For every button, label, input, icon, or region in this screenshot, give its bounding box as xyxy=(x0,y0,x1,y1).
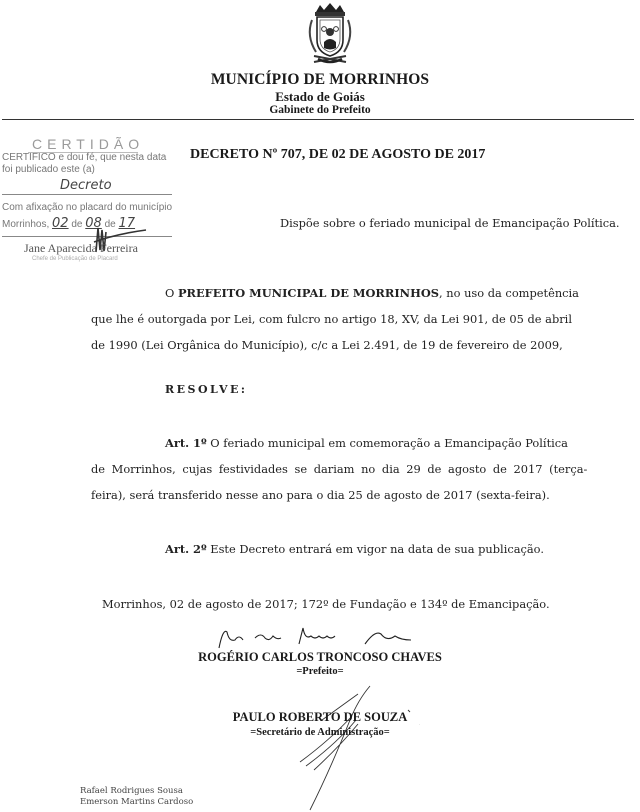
stamp-month: 08 xyxy=(85,216,102,231)
resolve-heading: RESOLVE: xyxy=(165,383,248,396)
secretary-signature-icon xyxy=(240,680,420,812)
decree-summary: Dispõe sobre o feriado municipal de Emancipação Política. xyxy=(280,216,620,230)
preamble-line-2: que lhe é outorgada por Lei, com fulcro no artigo 18, XV, da Lei 901, de 05 de abril xyxy=(91,312,572,326)
preamble-line-1-rest: , no uso da competência xyxy=(439,286,579,300)
secretary-name: PAULO ROBERTO DE SOUZA xyxy=(232,710,408,724)
preamble-line-1 xyxy=(165,286,579,300)
article-2-line-1 xyxy=(165,542,544,556)
mayor-name: ROGÉRIO CARLOS TRONCOSO CHAVES xyxy=(198,650,442,664)
office-subtitle: Gabinete do Prefeito xyxy=(269,104,371,116)
decree-title: DECRETO Nº 707, DE 02 DE AGOSTO DE 2017 xyxy=(190,147,486,162)
stamp-de-2: de xyxy=(104,219,116,230)
stamp-signer-name: Jane Aparecida Ferreira xyxy=(24,241,138,255)
stamp-handwritten-document: Decreto xyxy=(60,178,112,193)
municipal-coat-of-arms-icon xyxy=(302,2,358,66)
stamp-day: 02 xyxy=(52,216,69,231)
place-and-date: Morrinhos, 02 de agosto de 2017; 172º de Fundação e 134º de Emancipação. xyxy=(102,597,550,611)
staff-member: Rafael Rodrigues Sousa xyxy=(80,786,183,796)
article-1-line-1 xyxy=(165,436,568,450)
article-1-text-1: O feriado municipal em comemoração a Emancipação Política xyxy=(206,436,568,450)
article-2-text-1: Este Decreto entrará em vigor na data de sua publicação. xyxy=(206,542,544,556)
stamp-signer-role: Chefe de Publicação de Placard xyxy=(32,256,118,262)
municipality-title: MUNICÍPIO DE MORRINHOS xyxy=(210,71,430,88)
mayor-role: =Prefeito= xyxy=(296,666,344,677)
stamp-place: Morrinhos, xyxy=(2,219,50,230)
article-1-line-3: feira), será transferido nesse ano para o dia 25 de agosto de 2017 (sexta-feira). xyxy=(91,488,550,502)
stamp-line-1: CERTIFICO e dou fé, que nesta data xyxy=(2,152,167,163)
stamp-year: 17 xyxy=(118,216,136,231)
stamp-de-1: de xyxy=(71,219,83,230)
preamble-intro: O xyxy=(165,286,178,300)
stamp-doc-line xyxy=(2,194,172,195)
article-1-label: Art. 1º xyxy=(165,436,207,450)
staff-member: Emerson Martins Cardoso xyxy=(80,797,194,807)
state-subtitle: Estado de Goiás xyxy=(275,89,365,104)
preamble-authority: PREFEITO MUNICIPAL DE MORRINHOS xyxy=(177,286,440,300)
mayor-signature-icon xyxy=(215,622,425,652)
secretary-role: =Secretário de Administração= xyxy=(250,727,390,738)
stamp-title: CERTIDÃO xyxy=(32,136,145,152)
stamp-line-3: Com afixação no placard do município xyxy=(2,202,173,213)
stamp-line-2: foi publicado este (a) xyxy=(2,164,95,175)
article-2-label: Art. 2º xyxy=(165,542,207,556)
staff-list xyxy=(80,786,193,808)
header-divider xyxy=(2,119,634,120)
article-1-line-2: de Morrinhos, cujas festividades se dariam no dia 29 de agosto de 2017 (terça- xyxy=(91,462,588,476)
preamble-line-3: de 1990 (Lei Orgânica do Município), c/c a Lei 2.491, de 19 de fevereiro de 2009, xyxy=(91,338,563,352)
